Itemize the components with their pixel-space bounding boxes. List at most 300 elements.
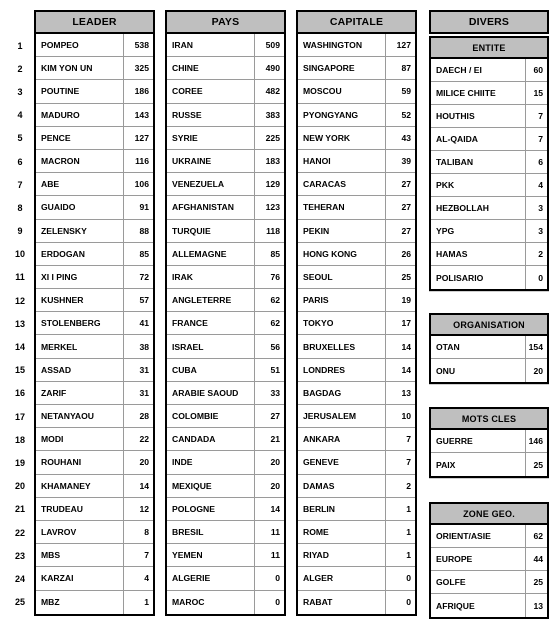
row-label: RABAT — [303, 597, 333, 608]
table-row — [431, 453, 547, 476]
row-number: 16 — [14, 388, 25, 399]
divider — [429, 291, 549, 292]
row-value: 31 — [123, 382, 153, 404]
row-value: 13 — [525, 594, 547, 617]
table-row — [167, 289, 284, 312]
row-value: 27 — [385, 173, 415, 195]
leader-column — [34, 10, 155, 616]
table-row — [298, 243, 415, 266]
table-row — [36, 266, 153, 289]
row-label: CARACAS — [303, 179, 346, 190]
row-label: TRUDEAU — [41, 503, 84, 514]
row-label: HANOI — [303, 156, 331, 167]
organisation-section — [429, 313, 549, 384]
row-label: MBZ — [41, 597, 60, 608]
row-label: MILICE CHIITE — [436, 88, 496, 98]
zone-geo-header: ZONE GEO. — [429, 502, 549, 525]
row-number: 11 — [15, 272, 25, 283]
row-value: 2 — [525, 243, 547, 265]
table-row — [36, 173, 153, 196]
table-row — [36, 150, 153, 173]
row-value: 17 — [385, 312, 415, 334]
table-row — [36, 220, 153, 243]
row-value: 1 — [385, 544, 415, 566]
table-row — [167, 127, 284, 150]
table-row — [298, 544, 415, 567]
row-label: ALLEMAGNE — [172, 248, 227, 259]
row-number: 8 — [17, 202, 23, 213]
table-row — [167, 150, 284, 173]
row-label: HONG KONG — [303, 248, 357, 259]
row-value: 15 — [525, 82, 547, 104]
row-value: 22 — [123, 428, 153, 450]
row-label: IRAN — [172, 40, 194, 51]
row-number: 15 — [14, 365, 25, 376]
row-label: GUAIDO — [41, 202, 76, 213]
table-row — [167, 544, 284, 567]
entite-table — [429, 59, 549, 291]
row-value: 13 — [385, 382, 415, 404]
row-label: ISRAEL — [172, 341, 204, 352]
row-value: 14 — [385, 359, 415, 381]
row-label: IRAK — [172, 271, 194, 282]
table-row — [167, 57, 284, 80]
capitale-table — [296, 34, 417, 616]
row-number: 19 — [14, 457, 25, 468]
row-label: GUERRE — [436, 436, 473, 446]
table-row — [431, 594, 547, 617]
row-value: 62 — [525, 525, 547, 547]
mots-cles-table — [429, 430, 549, 478]
pays-column — [165, 10, 286, 616]
table-row — [298, 591, 415, 614]
row-label: WASHINGTON — [303, 40, 363, 51]
divider — [429, 384, 549, 385]
row-value: 3 — [525, 197, 547, 219]
row-label: COREE — [172, 86, 203, 97]
row-value: 14 — [385, 335, 415, 357]
row-value: 39 — [385, 150, 415, 172]
table-row — [36, 243, 153, 266]
row-value: 7 — [385, 451, 415, 473]
table-row — [298, 475, 415, 498]
row-number: 22 — [14, 527, 25, 538]
table-row — [167, 498, 284, 521]
row-value: 62 — [254, 289, 284, 311]
table-row — [298, 359, 415, 382]
row-value: 27 — [385, 220, 415, 242]
row-label: NEW YORK — [303, 132, 351, 143]
row-label: CUBA — [172, 364, 197, 375]
zone-geo-section — [429, 502, 549, 619]
row-value: 0 — [385, 591, 415, 614]
mots-cles-section — [429, 407, 549, 478]
row-value: 8 — [123, 521, 153, 543]
row-label: LAVROV — [41, 527, 77, 538]
organisation-table — [429, 336, 549, 384]
row-value: 2 — [385, 475, 415, 497]
mots-cles-header: MOTS CLES — [429, 407, 549, 430]
pays-table — [165, 34, 286, 616]
row-label: YPG — [436, 226, 455, 236]
row-label: RUSSE — [172, 109, 202, 120]
row-value: 27 — [385, 196, 415, 218]
table-row — [298, 521, 415, 544]
row-label: ERDOGAN — [41, 248, 85, 259]
row-label: CHINE — [172, 63, 199, 74]
row-value: 91 — [123, 196, 153, 218]
row-label: PENCE — [41, 132, 71, 143]
table-row — [167, 382, 284, 405]
row-label: VENEZUELA — [172, 179, 225, 190]
row-value: 127 — [123, 127, 153, 149]
entite-header: ENTITE — [429, 36, 549, 59]
table-row — [167, 567, 284, 590]
row-number: 14 — [14, 342, 25, 353]
row-value: 7 — [123, 544, 153, 566]
row-number: 3 — [17, 86, 23, 97]
table-row — [167, 428, 284, 451]
table-row — [431, 336, 547, 359]
table-row — [167, 335, 284, 358]
table-row — [431, 430, 547, 453]
row-label: ZELENSKY — [41, 225, 87, 236]
table-row — [36, 382, 153, 405]
table-row — [298, 57, 415, 80]
row-value: 538 — [123, 34, 153, 56]
row-label: DAMAS — [303, 480, 335, 491]
table-row — [167, 173, 284, 196]
row-value: 43 — [385, 127, 415, 149]
table-row — [167, 591, 284, 614]
row-value: 127 — [385, 34, 415, 56]
row-label: HOUTHIS — [436, 111, 475, 121]
row-label: DAECH / EI — [436, 65, 482, 75]
row-number: 7 — [17, 179, 23, 190]
row-label: ROME — [303, 527, 329, 538]
row-number: 25 — [14, 597, 25, 608]
table-row — [36, 405, 153, 428]
row-value: 57 — [123, 289, 153, 311]
row-label: PARIS — [303, 295, 329, 306]
row-label: MAROC — [172, 597, 205, 608]
table-row — [431, 525, 547, 548]
capitale-header: CAPITALE — [296, 10, 417, 34]
row-value: 7 — [385, 428, 415, 450]
table-row — [36, 521, 153, 544]
table-row — [298, 335, 415, 358]
row-value: 146 — [525, 430, 547, 452]
table-row — [298, 266, 415, 289]
row-number: 5 — [17, 133, 23, 144]
row-label: LONDRES — [303, 364, 346, 375]
row-value: 62 — [254, 312, 284, 334]
row-label: MERKEL — [41, 341, 78, 352]
organisation-header: ORGANISATION — [429, 313, 549, 336]
table-row — [167, 104, 284, 127]
table-row — [167, 405, 284, 428]
row-value: 21 — [254, 428, 284, 450]
row-label: ASSAD — [41, 364, 72, 375]
row-label: HEZBOLLAH — [436, 203, 489, 213]
row-value: 106 — [123, 173, 153, 195]
table-row — [431, 243, 547, 266]
table-row — [298, 428, 415, 451]
row-value: 20 — [254, 475, 284, 497]
table-row — [167, 521, 284, 544]
table-row — [167, 451, 284, 474]
row-value: 25 — [385, 266, 415, 288]
row-label: GENEVE — [303, 457, 339, 468]
row-label: ORIENT/ASIE — [436, 531, 491, 541]
row-value: 27 — [254, 405, 284, 427]
row-value: 1 — [385, 521, 415, 543]
table-row — [167, 312, 284, 335]
table-row — [36, 127, 153, 150]
row-label: ABE — [41, 179, 60, 190]
row-number: 12 — [14, 295, 25, 306]
row-value: 7 — [525, 105, 547, 127]
table-row — [431, 151, 547, 174]
table-row — [167, 80, 284, 103]
row-value: 143 — [123, 104, 153, 126]
row-label: OTAN — [436, 342, 460, 352]
table-row — [298, 405, 415, 428]
row-value: 59 — [385, 80, 415, 102]
row-value: 44 — [525, 548, 547, 570]
row-number: 10 — [14, 249, 25, 260]
row-number: 1 — [17, 40, 23, 51]
row-number: 9 — [17, 226, 23, 237]
table-row — [36, 335, 153, 358]
table-row — [36, 34, 153, 57]
row-value: 1 — [123, 591, 153, 614]
row-value: 14 — [254, 498, 284, 520]
entite-section — [429, 36, 549, 291]
row-number: 18 — [14, 434, 25, 445]
table-row — [36, 591, 153, 614]
table-row — [36, 428, 153, 451]
row-value: 26 — [385, 243, 415, 265]
row-value: 129 — [254, 173, 284, 195]
table-row — [431, 359, 547, 382]
row-value: 7 — [525, 128, 547, 150]
table-row — [36, 312, 153, 335]
row-value: 4 — [525, 174, 547, 196]
table-row — [167, 475, 284, 498]
leader-table — [34, 34, 155, 616]
row-value: 14 — [123, 475, 153, 497]
table-row — [431, 548, 547, 571]
table-row — [36, 498, 153, 521]
row-value: 56 — [254, 335, 284, 357]
row-label: TALIBAN — [436, 157, 474, 167]
table-row — [298, 150, 415, 173]
table-row — [431, 197, 547, 220]
divers-column — [429, 10, 549, 34]
row-value: 10 — [385, 405, 415, 427]
table-row — [167, 266, 284, 289]
row-value: 11 — [254, 521, 284, 543]
row-value: 38 — [123, 335, 153, 357]
row-value: 20 — [254, 451, 284, 473]
row-value: 118 — [254, 220, 284, 242]
row-value: 3 — [525, 220, 547, 242]
row-label: BRUXELLES — [303, 341, 356, 352]
row-label: FRANCE — [172, 318, 208, 329]
row-label: GOLFE — [436, 577, 466, 587]
row-label: POLOGNE — [172, 503, 215, 514]
row-label: TEHERAN — [303, 202, 345, 213]
table-row — [298, 196, 415, 219]
row-label: PAIX — [436, 459, 456, 470]
table-row — [167, 359, 284, 382]
row-label: KARZAI — [41, 573, 74, 584]
row-label: MOSCOU — [303, 86, 342, 97]
row-number: 13 — [14, 318, 25, 329]
leader-header: LEADER — [34, 10, 155, 34]
row-value: 154 — [525, 336, 547, 358]
table-row — [36, 359, 153, 382]
table-row — [298, 34, 415, 57]
row-label: TOKYO — [303, 318, 334, 329]
table-row — [298, 104, 415, 127]
row-label: MBS — [41, 550, 61, 561]
row-value: 186 — [123, 80, 153, 102]
table-row — [431, 128, 547, 151]
table-row — [36, 104, 153, 127]
row-value: 11 — [254, 544, 284, 566]
row-number: 17 — [14, 411, 25, 422]
row-label: INDE — [172, 457, 193, 468]
row-value: 88 — [123, 220, 153, 242]
table-row — [167, 243, 284, 266]
row-number: 20 — [14, 481, 25, 492]
row-label: POLISARIO — [436, 272, 484, 283]
table-row — [36, 544, 153, 567]
row-label: JERUSALEM — [303, 411, 357, 422]
row-value: 52 — [385, 104, 415, 126]
table-row — [36, 451, 153, 474]
row-value: 4 — [123, 567, 153, 589]
table-row — [298, 220, 415, 243]
row-number: 2 — [17, 63, 23, 74]
row-label: PKK — [436, 180, 455, 190]
row-label: BAGDAG — [303, 387, 342, 398]
row-value: 6 — [525, 151, 547, 173]
table-row — [298, 173, 415, 196]
row-label: ROUHANI — [41, 457, 82, 468]
row-label: AFGHANISTAN — [172, 202, 234, 213]
table-row — [36, 475, 153, 498]
row-value: 0 — [385, 567, 415, 589]
table-row — [298, 80, 415, 103]
table-row — [36, 196, 153, 219]
table-row — [431, 220, 547, 243]
table-row — [167, 196, 284, 219]
row-value: 72 — [123, 266, 153, 288]
row-label: ONU — [436, 365, 456, 376]
row-label: SEOUL — [303, 271, 333, 282]
row-label: SINGAPORE — [303, 63, 355, 74]
table-row — [431, 105, 547, 128]
row-number: 23 — [14, 550, 25, 561]
row-label: HAMAS — [436, 249, 468, 259]
row-value: 0 — [254, 567, 284, 589]
row-value: 1 — [385, 498, 415, 520]
row-value: 116 — [123, 150, 153, 172]
row-value: 31 — [123, 359, 153, 381]
row-value: 482 — [254, 80, 284, 102]
table-row — [167, 220, 284, 243]
row-value: 225 — [254, 127, 284, 149]
row-label: YEMEN — [172, 550, 203, 561]
row-value: 60 — [525, 59, 547, 81]
table-row — [298, 382, 415, 405]
row-label: XI I PING — [41, 271, 78, 282]
table-row — [298, 498, 415, 521]
capitale-column — [296, 10, 417, 616]
row-number: 21 — [14, 504, 25, 515]
zone-geo-table — [429, 525, 549, 619]
table-row — [36, 567, 153, 590]
table-row — [298, 289, 415, 312]
row-label: KUSHNER — [41, 295, 84, 306]
row-label: POUTINE — [41, 86, 80, 97]
row-value: 33 — [254, 382, 284, 404]
row-value: 20 — [123, 451, 153, 473]
row-value: 19 — [385, 289, 415, 311]
table-row — [298, 127, 415, 150]
row-label: NETANYAOU — [41, 411, 95, 422]
row-value: 85 — [254, 243, 284, 265]
table-row — [298, 451, 415, 474]
row-label: POMPEO — [41, 40, 79, 51]
table-row — [167, 34, 284, 57]
row-label: KHAMANEY — [41, 480, 91, 491]
table-row — [36, 289, 153, 312]
row-label: BRESIL — [172, 527, 204, 538]
row-value: 20 — [525, 359, 547, 382]
row-label: MEXIQUE — [172, 480, 212, 491]
row-value: 509 — [254, 34, 284, 56]
row-label: UKRAINE — [172, 156, 212, 167]
row-value: 28 — [123, 405, 153, 427]
row-label: AFRIQUE — [436, 600, 475, 611]
row-value: 0 — [525, 266, 547, 289]
row-value: 0 — [254, 591, 284, 614]
table-row — [431, 174, 547, 197]
divider — [429, 478, 549, 479]
row-value: 123 — [254, 196, 284, 218]
row-label: MODI — [41, 434, 64, 445]
row-value: 51 — [254, 359, 284, 381]
row-label: ANGLETERRE — [172, 295, 232, 306]
row-label: PEKIN — [303, 225, 330, 236]
row-label: EUROPE — [436, 554, 473, 564]
row-label: KIM YON UN — [41, 63, 93, 74]
row-value: 76 — [254, 266, 284, 288]
row-label: SYRIE — [172, 132, 198, 143]
table-row — [36, 57, 153, 80]
row-label: TURQUIE — [172, 225, 211, 236]
row-value: 85 — [123, 243, 153, 265]
row-value: 25 — [525, 453, 547, 476]
row-number: 6 — [17, 156, 23, 167]
row-label: RIYAD — [303, 550, 329, 561]
row-value: 41 — [123, 312, 153, 334]
row-label: ARABIE SAOUD — [172, 387, 239, 398]
